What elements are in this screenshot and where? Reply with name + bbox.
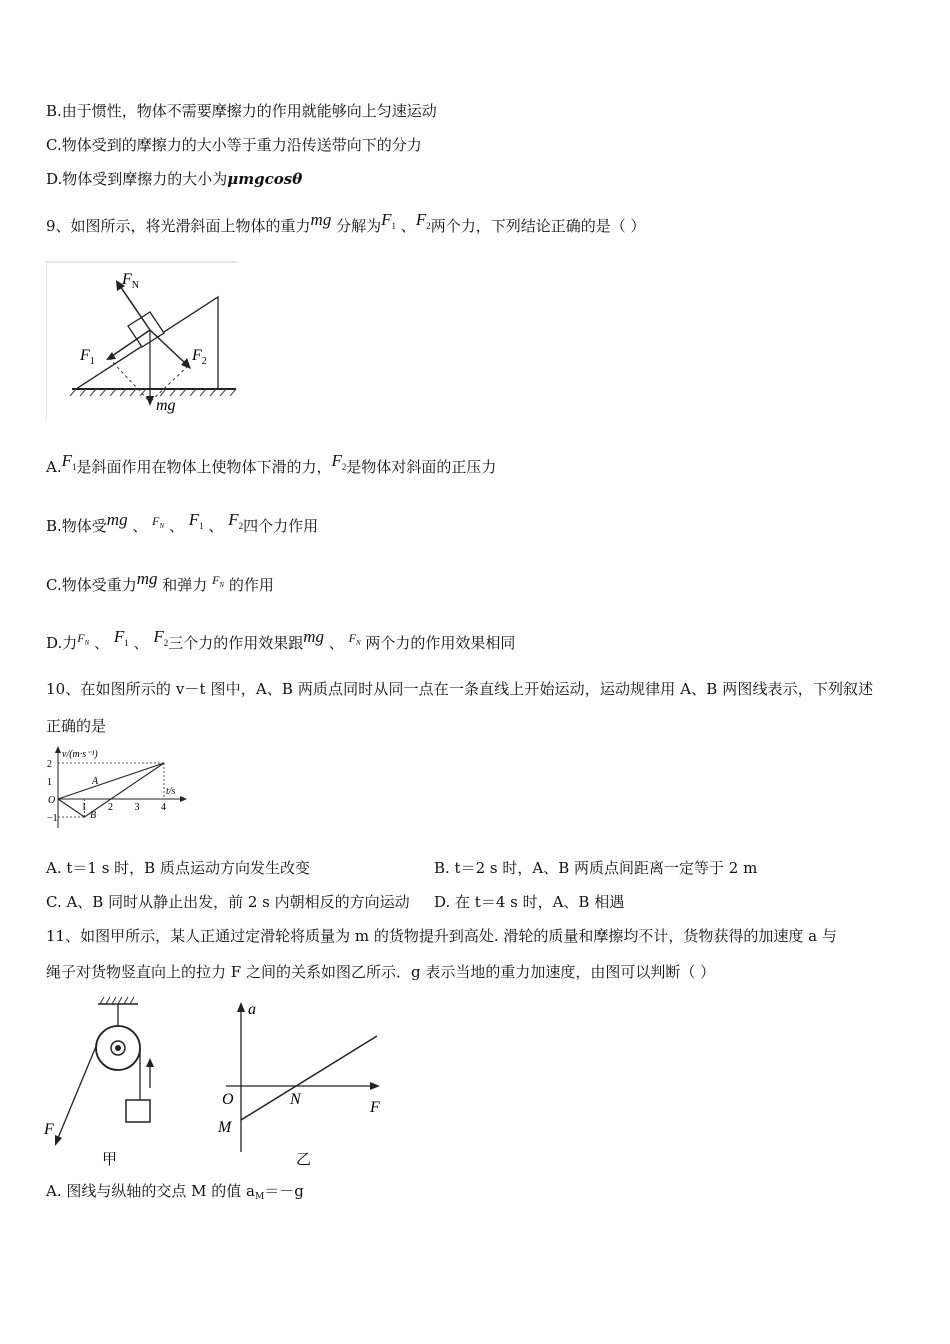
q10-vt-chart xyxy=(42,744,192,832)
q9-option-b: B.物体受mg 、 $^{F_N}$ 、 $F_1$ 、 $F_2$四个力作用 xyxy=(46,510,319,535)
q8-option-c: C.物体受到的摩擦力的大小等于重力沿传送带向下的分力 xyxy=(46,136,422,154)
q10-ylabel: v/(m·s⁻¹) xyxy=(62,749,98,760)
q9-fig-fn-label: $F_N$ xyxy=(122,271,140,291)
q11-option-a: A. 图线与纵轴的交点 M 的值 $a_M=-g$ xyxy=(46,1182,304,1202)
q9-incline-figure xyxy=(46,260,246,422)
q10-option-c: C. A、B 同时从静止出发，前 2 s 内朝相反的方向运动 xyxy=(46,893,410,911)
q11-yi-a-label: a xyxy=(248,1001,256,1018)
q10-xtick: 2 xyxy=(108,802,113,813)
q8-option-b: B.由于惯性，物体不需要摩擦力的作用就能够向上匀速运动 xyxy=(46,102,437,120)
q10-option-d: D. 在 t＝4 s 时，A、B 相遇 xyxy=(434,893,625,911)
q8-option-d-formula: μmgcosθ xyxy=(227,170,303,188)
q9-stem-a: 9、如图所示，将光滑斜面上物体的重力 xyxy=(46,217,311,235)
q10-ytick: 1 xyxy=(47,777,52,788)
q10-stem-line1: 10、在如图所示的 v－t 图中，A、B 两质点同时从同一点在一条直线上开始运动，运动规律用 A、B 两图线表示，下列叙述 xyxy=(46,680,874,698)
q10-xlabel: t/s xyxy=(166,786,176,797)
q10-option-a: A. t＝1 s 时，B 质点运动方向发生改变 xyxy=(46,859,310,877)
q11-jia-caption: 甲 xyxy=(102,1152,118,1168)
q9-fig-f2-label: $F_2$ xyxy=(192,347,207,367)
q10-xtick: 1 xyxy=(81,802,87,813)
q9-option-c: C.物体受重力mg 和弹力 $^{F_N}$ 的作用 xyxy=(46,569,274,594)
q11-stem-line2: 绳子对货物竖直向上的拉力 F 之间的关系如图乙所示．g 表示当地的重力加速度，由图可以判断（ ） xyxy=(46,963,716,981)
q10-xtick: 3 xyxy=(134,802,140,813)
q9-fig-f1-label: $F_1$ xyxy=(80,347,95,367)
q9-option-d: D.力$^{F_N}$ 、 $F_1$ 、 $F_2$三个力的作用效果跟mg 、 $^{F_N}$ 两个力的作用效果相同 xyxy=(46,627,516,652)
q10-option-b: B. t＝2 s 时，A、B 两质点间距离一定等于 2 m xyxy=(434,859,758,877)
q11-yi-o-label: O xyxy=(222,1091,234,1108)
q10-ytick: O xyxy=(48,795,56,806)
q9-stem-b: 分解为 xyxy=(336,217,382,235)
q11-stem-line1: 11、如图甲所示，某人正通过定滑轮将质量为 m 的货物提升到高处. 滑轮的质量和摩擦均不计，货物获得的加速度 a 与 xyxy=(46,927,837,945)
q9-f1: $F_1$ xyxy=(381,210,397,231)
q11-yi-m-label: M xyxy=(218,1119,232,1136)
q10-xtick: 4 xyxy=(161,802,166,813)
q10-ytick: 2 xyxy=(47,759,52,770)
q9-option-a: $A.F_1$是斜面作用在物体上使物体下滑的力，$F_2$是物体对斜面的正压力 xyxy=(46,451,497,476)
q9-stem-c: 两个力，下列结论正确的是（ ） xyxy=(430,217,646,235)
q11-yi-caption: 乙 xyxy=(296,1152,312,1168)
q9-stem xyxy=(46,210,646,238)
q11-yi-f-label: F xyxy=(370,1099,380,1116)
q10-ytick: −1 xyxy=(47,813,58,824)
q11-jia-f-label: F xyxy=(44,1121,54,1138)
q10-series-a xyxy=(58,763,164,799)
q9-f2: $F_2$ xyxy=(415,210,431,231)
q11-af-graph xyxy=(212,992,392,1172)
q8-option-d-text: D.物体受到摩擦力的大小为 xyxy=(46,170,228,188)
q11-yi-n-label: N xyxy=(290,1091,301,1108)
q9-sep: 、 xyxy=(400,217,416,235)
q9-mg: mg xyxy=(310,210,332,229)
q9-fig-mg-label: mg xyxy=(156,397,176,414)
q8-option-d xyxy=(46,169,302,189)
q10-label-b: B xyxy=(90,810,97,821)
q10-stem-line2: 正确的是 xyxy=(46,717,107,735)
q11-pulley-figure xyxy=(42,992,192,1172)
q10-label-a: A xyxy=(92,776,99,787)
